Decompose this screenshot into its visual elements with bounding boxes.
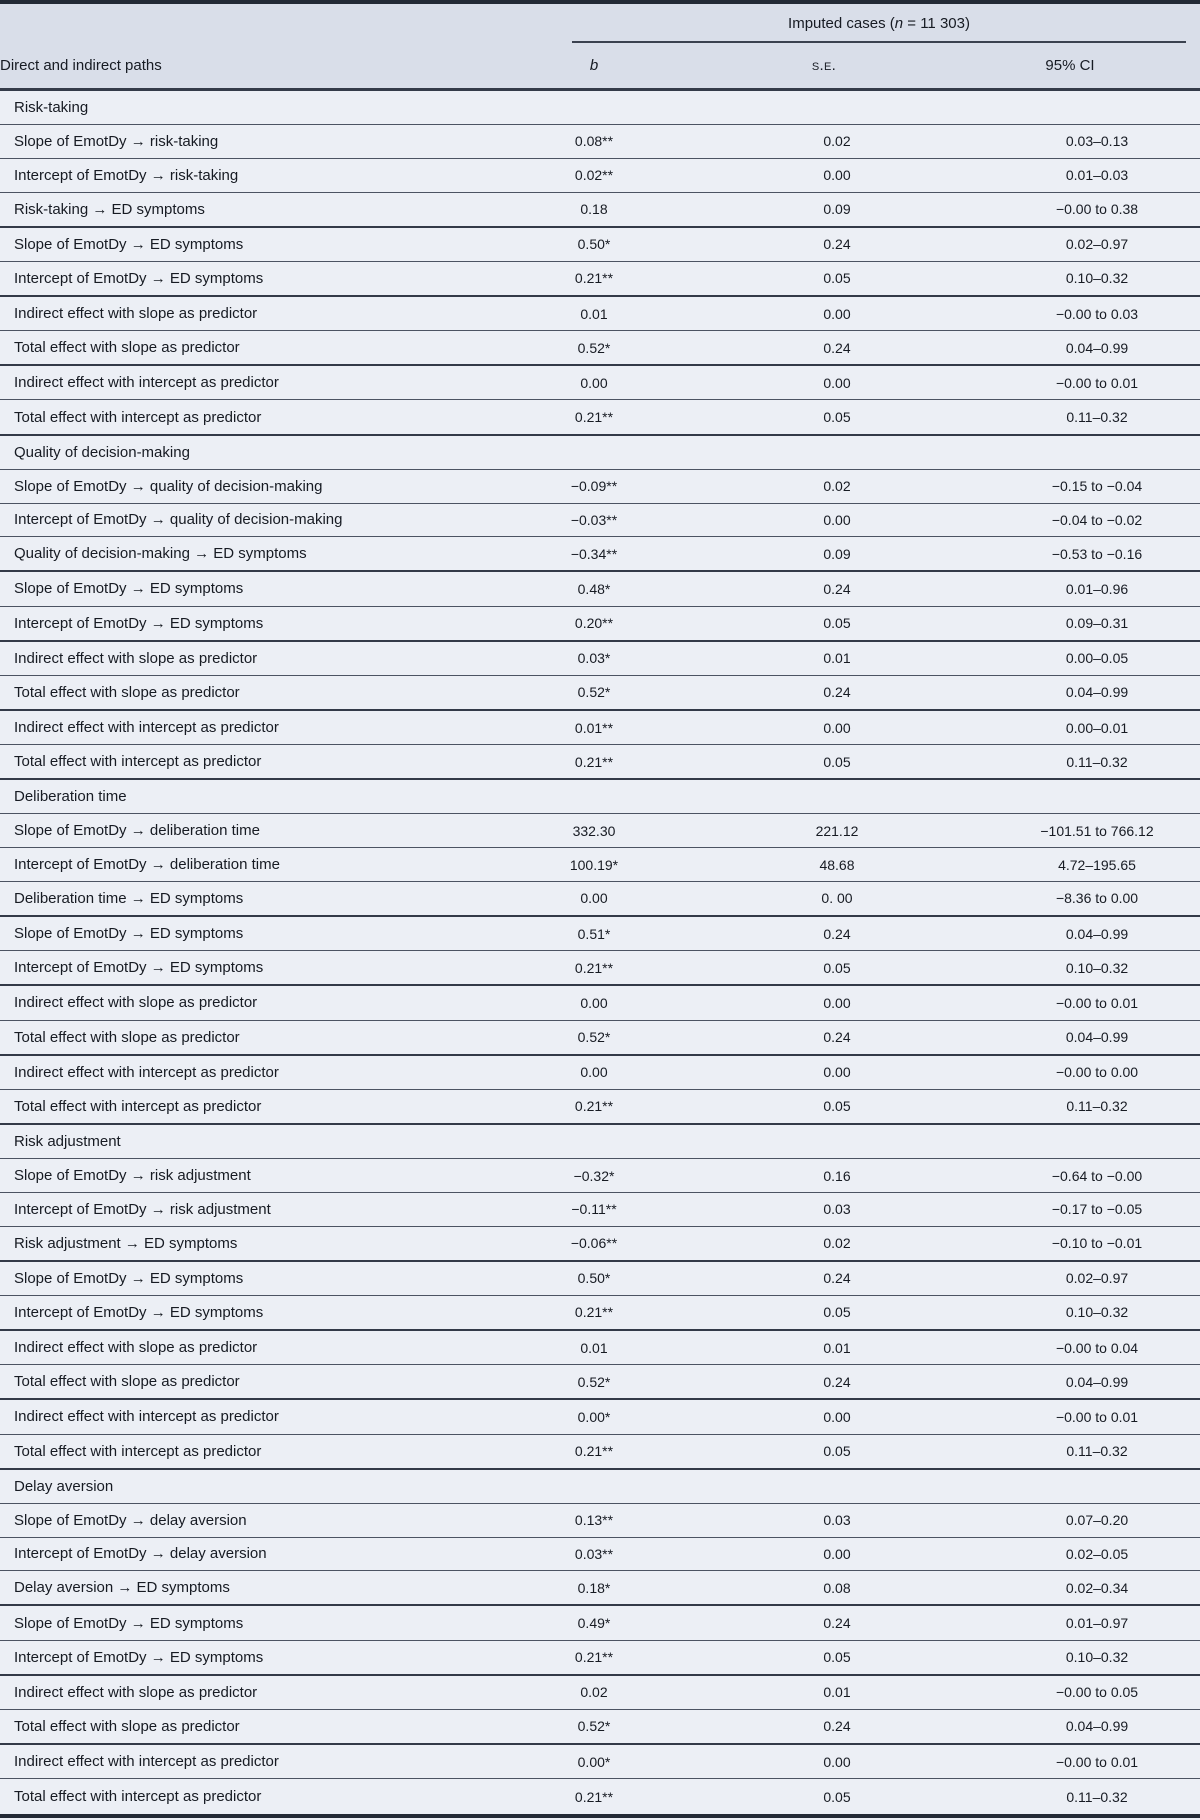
ci-value-cell: 0.01–0.96: [940, 571, 1200, 606]
table-row: [0, 985, 1200, 1020]
table-row: [0, 296, 1200, 331]
ci-value-cell: 0.11–0.32: [940, 400, 1200, 435]
path-label-cell: Intercept of EmotDy → ED symptoms: [0, 951, 480, 986]
table-row: [0, 469, 1200, 503]
table-row: [0, 1744, 1200, 1779]
path-label-cell: Intercept of EmotDy → ED symptoms: [0, 606, 480, 641]
path-label-cell: Quality of decision-making → ED symptoms: [0, 537, 480, 572]
se-value-cell: 48.68: [708, 848, 940, 882]
column-header-ci: 95% CI: [940, 43, 1200, 89]
b-value-cell: 0.01: [480, 1330, 708, 1365]
table-row: [0, 537, 1200, 572]
b-value-cell: 0.21**: [480, 261, 708, 296]
path-label-cell: Total effect with slope as predictor: [0, 1020, 480, 1055]
ci-value-cell: 0.07–0.20: [940, 1503, 1200, 1537]
path-label-cell: Risk adjustment → ED symptoms: [0, 1226, 480, 1261]
ci-value-cell: 0.01–0.03: [940, 158, 1200, 192]
b-value-cell: 0.52*: [480, 1020, 708, 1055]
imputed-cases-spanner: [572, 4, 1186, 43]
ci-value-cell: 0.02–0.34: [940, 1571, 1200, 1606]
table-row: [0, 1020, 1200, 1055]
ci-value-cell: 0.10–0.32: [940, 951, 1200, 986]
path-label-cell: Intercept of EmotDy → deliberation time: [0, 848, 480, 882]
se-value-cell: 0.01: [708, 641, 940, 676]
b-value-cell: 0.00: [480, 365, 708, 400]
path-label-cell: Total effect with slope as predictor: [0, 1709, 480, 1744]
table-header: [0, 2, 1200, 89]
section-header-row: [0, 435, 1200, 470]
ci-value-cell: 4.72–195.65: [940, 848, 1200, 882]
se-value-cell: 0.00: [708, 1537, 940, 1571]
b-value-cell: 0.50*: [480, 227, 708, 262]
se-value-cell: 0.24: [708, 916, 940, 951]
b-value-cell: 0.21**: [480, 951, 708, 986]
path-label-cell: Indirect effect with intercept as predictor: [0, 710, 480, 745]
path-label-cell: Intercept of EmotDy → risk adjustment: [0, 1192, 480, 1226]
b-value-cell: 0.21**: [480, 1434, 708, 1469]
column-header-se: s.e.: [708, 43, 940, 89]
path-label-cell: Total effect with slope as predictor: [0, 331, 480, 366]
b-value-cell: 0.03**: [480, 1537, 708, 1571]
b-value-cell: −0.03**: [480, 503, 708, 537]
path-label-cell: Intercept of EmotDy → delay aversion: [0, 1537, 480, 1571]
b-value-cell: 0.20**: [480, 606, 708, 641]
path-label-cell: Indirect effect with slope as predictor: [0, 1330, 480, 1365]
path-label-cell: Intercept of EmotDy → risk-taking: [0, 158, 480, 192]
table-row: [0, 331, 1200, 366]
se-value-cell: 0.01: [708, 1330, 940, 1365]
path-label-cell: Risk-taking → ED symptoms: [0, 192, 480, 227]
ci-value-cell: −0.00 to 0.05: [940, 1675, 1200, 1710]
se-value-cell: 0.16: [708, 1159, 940, 1193]
b-value-cell: 0.00: [480, 1055, 708, 1090]
path-label-cell: Slope of EmotDy → quality of decision-making: [0, 469, 480, 503]
ci-value-cell: 0.11–0.32: [940, 1434, 1200, 1469]
path-label-cell: Indirect effect with intercept as predictor: [0, 1399, 480, 1434]
b-value-cell: 0.48*: [480, 571, 708, 606]
section-title: Quality of decision-making: [0, 435, 1200, 470]
path-label-cell: Slope of EmotDy → deliberation time: [0, 814, 480, 848]
b-value-cell: 100.19*: [480, 848, 708, 882]
table-row: [0, 641, 1200, 676]
table-row: [0, 400, 1200, 435]
se-value-cell: 0.00: [708, 296, 940, 331]
se-value-cell: 0.09: [708, 192, 940, 227]
b-value-cell: 0.00: [480, 881, 708, 916]
se-value-cell: 0.00: [708, 1399, 940, 1434]
ci-value-cell: −0.00 to 0.38: [940, 192, 1200, 227]
se-value-cell: 0.02: [708, 125, 940, 159]
se-value-cell: 0.03: [708, 1503, 940, 1537]
table-row: [0, 951, 1200, 986]
path-label-cell: Slope of EmotDy → ED symptoms: [0, 916, 480, 951]
b-value-cell: 0.52*: [480, 675, 708, 710]
section-header-row: [0, 89, 1200, 125]
ci-value-cell: −0.04 to −0.02: [940, 503, 1200, 537]
b-value-cell: 0.51*: [480, 916, 708, 951]
path-label-cell: Delay aversion → ED symptoms: [0, 1571, 480, 1606]
ci-value-cell: −0.00 to 0.04: [940, 1330, 1200, 1365]
ci-value-cell: 0.10–0.32: [940, 261, 1200, 296]
table-row: [0, 1226, 1200, 1261]
se-value-cell: 0.05: [708, 606, 940, 641]
table-row: [0, 675, 1200, 710]
b-value-cell: 0.18: [480, 192, 708, 227]
table-row: [0, 848, 1200, 882]
table-row: [0, 1399, 1200, 1434]
se-value-cell: 0.24: [708, 1605, 940, 1640]
table-row: [0, 1675, 1200, 1710]
table-row: [0, 881, 1200, 916]
path-label-cell: Total effect with slope as predictor: [0, 675, 480, 710]
table-row: [0, 1330, 1200, 1365]
b-value-cell: 0.00*: [480, 1399, 708, 1434]
b-value-cell: 0.01**: [480, 710, 708, 745]
ci-value-cell: −0.00 to 0.01: [940, 1399, 1200, 1434]
se-value-cell: 0.03: [708, 1192, 940, 1226]
ci-value-cell: 0.10–0.32: [940, 1295, 1200, 1330]
column-header-b: b: [480, 43, 708, 89]
path-label-cell: Slope of EmotDy → risk adjustment: [0, 1159, 480, 1193]
table-row: [0, 1709, 1200, 1744]
table-row: [0, 192, 1200, 227]
b-value-cell: −0.34**: [480, 537, 708, 572]
table-row: [0, 814, 1200, 848]
b-value-cell: 0.50*: [480, 1261, 708, 1296]
se-value-cell: 0.05: [708, 1089, 940, 1124]
se-value-cell: 0.05: [708, 745, 940, 780]
path-label-cell: Slope of EmotDy → delay aversion: [0, 1503, 480, 1537]
se-value-cell: 0.24: [708, 1709, 940, 1744]
se-value-cell: 0.02: [708, 1226, 940, 1261]
se-value-cell: 0.05: [708, 400, 940, 435]
b-value-cell: 0.52*: [480, 1709, 708, 1744]
b-value-cell: 0.03*: [480, 641, 708, 676]
table-row: [0, 503, 1200, 537]
b-value-cell: 332.30: [480, 814, 708, 848]
b-value-cell: 0.21**: [480, 745, 708, 780]
table-row: [0, 1261, 1200, 1296]
b-value-cell: 0.49*: [480, 1605, 708, 1640]
path-label-cell: Intercept of EmotDy → ED symptoms: [0, 261, 480, 296]
table-row: [0, 125, 1200, 159]
ci-value-cell: 0.02–0.97: [940, 227, 1200, 262]
path-label-cell: Indirect effect with slope as predictor: [0, 641, 480, 676]
path-label-cell: Indirect effect with intercept as predictor: [0, 365, 480, 400]
ci-value-cell: −0.15 to −0.04: [940, 469, 1200, 503]
b-value-cell: −0.32*: [480, 1159, 708, 1193]
ci-value-cell: 0.04–0.99: [940, 1709, 1200, 1744]
se-value-cell: 0.24: [708, 1020, 940, 1055]
b-value-cell: 0.02**: [480, 158, 708, 192]
b-value-cell: 0.13**: [480, 1503, 708, 1537]
ci-value-cell: −0.53 to −0.16: [940, 537, 1200, 572]
se-value-cell: 221.12: [708, 814, 940, 848]
path-label-cell: Total effect with slope as predictor: [0, 1365, 480, 1400]
se-value-cell: 0.24: [708, 571, 940, 606]
table-row: [0, 158, 1200, 192]
path-label-cell: Total effect with intercept as predictor: [0, 400, 480, 435]
se-value-cell: 0.24: [708, 675, 940, 710]
path-label-cell: Indirect effect with slope as predictor: [0, 985, 480, 1020]
se-value-cell: 0.00: [708, 1744, 940, 1779]
section-title: Risk adjustment: [0, 1124, 1200, 1159]
section-header-row: [0, 1124, 1200, 1159]
column-header-row: [0, 43, 1200, 89]
se-value-cell: 0.01: [708, 1675, 940, 1710]
path-label-cell: Total effect with intercept as predictor: [0, 745, 480, 780]
b-value-cell: 0.21**: [480, 1640, 708, 1675]
ci-value-cell: 0.04–0.99: [940, 916, 1200, 951]
ci-value-cell: 0.04–0.99: [940, 1020, 1200, 1055]
b-value-cell: 0.00*: [480, 1744, 708, 1779]
section-title: Deliberation time: [0, 779, 1200, 814]
ci-value-cell: −0.00 to 0.01: [940, 985, 1200, 1020]
section-title: Delay aversion: [0, 1469, 1200, 1504]
ci-value-cell: 0.04–0.99: [940, 1365, 1200, 1400]
spanner-n-italic: n: [894, 15, 904, 32]
path-label-cell: Intercept of EmotDy → ED symptoms: [0, 1640, 480, 1675]
spanner-text-suffix: = 11 303): [903, 15, 970, 32]
path-label-cell: Total effect with intercept as predictor: [0, 1434, 480, 1469]
ci-value-cell: −101.51 to 766.12: [940, 814, 1200, 848]
ci-value-cell: 0.01–0.97: [940, 1605, 1200, 1640]
table-row: [0, 1434, 1200, 1469]
ci-value-cell: −0.00 to 0.01: [940, 1744, 1200, 1779]
path-label-cell: Intercept of EmotDy → quality of decision-making: [0, 503, 480, 537]
section-title: Risk-taking: [0, 89, 1200, 125]
se-value-cell: 0.05: [708, 1640, 940, 1675]
ci-value-cell: −0.00 to 0.01: [940, 365, 1200, 400]
se-value-cell: 0.02: [708, 469, 940, 503]
ci-value-cell: 0.11–0.32: [940, 745, 1200, 780]
se-value-cell: 0.05: [708, 1295, 940, 1330]
spanner-text-prefix: Imputed cases (: [788, 15, 895, 32]
table-row: [0, 1503, 1200, 1537]
table-row: [0, 261, 1200, 296]
ci-value-cell: −0.17 to −0.05: [940, 1192, 1200, 1226]
path-label-cell: Slope of EmotDy → ED symptoms: [0, 1261, 480, 1296]
se-value-cell: 0.05: [823, 1788, 851, 1805]
path-label-cell: Slope of EmotDy → ED symptoms: [0, 227, 480, 262]
se-value-cell: 0.00: [708, 1055, 940, 1090]
se-value-cell: 0.00: [708, 158, 940, 192]
b-value-cell: 0.52*: [480, 1365, 708, 1400]
ci-value-cell: −8.36 to 0.00: [940, 881, 1200, 916]
spanner-header-row: [0, 2, 1200, 43]
b-value-cell: 0.21**: [480, 1295, 708, 1330]
path-label-cell: Slope of EmotDy → risk-taking: [0, 125, 480, 159]
table-row: [0, 1537, 1200, 1571]
se-value-cell: 0.09: [708, 537, 940, 572]
table-row: [0, 745, 1200, 780]
se-value-cell: 0.24: [708, 1365, 940, 1400]
table-row: [0, 606, 1200, 641]
path-label-cell: Indirect effect with intercept as predictor: [0, 1744, 480, 1779]
ci-value-cell: 0.09–0.31: [940, 606, 1200, 641]
b-value-cell: 0.18*: [480, 1571, 708, 1606]
table-row: [0, 1779, 1200, 1816]
table-row: [0, 1192, 1200, 1226]
ci-value-cell: −0.64 to −0.00: [940, 1159, 1200, 1193]
b-value-cell: 0.02: [480, 1675, 708, 1710]
section-header-row: [0, 779, 1200, 814]
se-value-cell: 0. 00: [708, 881, 940, 916]
ci-value-cell: −0.00 to 0.00: [940, 1055, 1200, 1090]
b-value-cell: −0.09**: [480, 469, 708, 503]
path-label-cell: Slope of EmotDy → ED symptoms: [0, 1605, 480, 1640]
b-value-cell: −0.06**: [480, 1226, 708, 1261]
b-value-cell: −0.11**: [480, 1192, 708, 1226]
ci-value-cell: −0.00 to 0.03: [940, 296, 1200, 331]
se-value-cell: 0.24: [708, 1261, 940, 1296]
se-value-cell: 0.24: [708, 331, 940, 366]
path-label-cell: Indirect effect with slope as predictor: [0, 296, 480, 331]
path-label-cell: Deliberation time → ED symptoms: [0, 881, 480, 916]
table-row: [0, 1571, 1200, 1606]
b-value-cell: 0.01: [480, 296, 708, 331]
section-header-row: [0, 1469, 1200, 1504]
table-row: [0, 1640, 1200, 1675]
spanner-header-cell: [480, 2, 1200, 43]
path-label-cell: Total effect with intercept as predictor: [14, 1788, 262, 1806]
ci-value-cell: 0.03–0.13: [940, 125, 1200, 159]
table-row: [0, 571, 1200, 606]
se-value-cell: 0.05: [708, 1434, 940, 1469]
table-row: [0, 710, 1200, 745]
ci-value-cell: 0.04–0.99: [940, 675, 1200, 710]
se-value-cell: 0.00: [708, 710, 940, 745]
b-value-cell: 0.21**: [480, 400, 708, 435]
b-value-cell: 0.21**: [480, 1089, 708, 1124]
table-row: [0, 1365, 1200, 1400]
path-label-cell: Indirect effect with intercept as predictor: [0, 1055, 480, 1090]
path-label-cell: Slope of EmotDy → ED symptoms: [0, 571, 480, 606]
table-body: [0, 89, 1200, 1816]
table-row: [0, 916, 1200, 951]
ci-value-cell: −0.10 to −0.01: [940, 1226, 1200, 1261]
b-value-cell: 0.52*: [480, 331, 708, 366]
spanner-spacer: [0, 2, 480, 43]
ci-value-cell: 0.11–0.32: [940, 1089, 1200, 1124]
ci-value-cell: 0.02–0.05: [940, 1537, 1200, 1571]
ci-value-cell: 0.00–0.05: [940, 641, 1200, 676]
se-value-cell: 0.00: [708, 365, 940, 400]
b-value-cell: 0.08**: [480, 125, 708, 159]
se-value-cell: 0.24: [708, 227, 940, 262]
ci-value-cell: 0.02–0.97: [940, 1261, 1200, 1296]
path-label-cell: Indirect effect with slope as predictor: [0, 1675, 480, 1710]
table-row: [0, 1295, 1200, 1330]
table-row: [0, 365, 1200, 400]
table-row: [0, 1605, 1200, 1640]
ci-value-cell: 0.00–0.01: [940, 710, 1200, 745]
se-value-cell: 0.05: [708, 261, 940, 296]
table-row: [0, 1159, 1200, 1193]
column-header-paths: Direct and indirect paths: [0, 43, 480, 89]
se-value-cell: 0.00: [708, 503, 940, 537]
se-value-cell: 0.08: [708, 1571, 940, 1606]
b-value-cell: 0.21**: [574, 1788, 614, 1805]
ci-value-cell: 0.10–0.32: [940, 1640, 1200, 1675]
se-value-cell: 0.00: [708, 985, 940, 1020]
ci-value-cell: 0.04–0.99: [940, 331, 1200, 366]
ci-value-cell: 0.11–0.32: [1066, 1788, 1128, 1805]
table-row: [0, 1089, 1200, 1124]
path-label-cell: Intercept of EmotDy → ED symptoms: [0, 1295, 480, 1330]
se-value-cell: 0.05: [708, 951, 940, 986]
path-label-cell: Total effect with intercept as predictor: [0, 1089, 480, 1124]
table-row: [0, 1055, 1200, 1090]
b-value-cell: 0.00: [480, 985, 708, 1020]
table-row: [0, 227, 1200, 262]
